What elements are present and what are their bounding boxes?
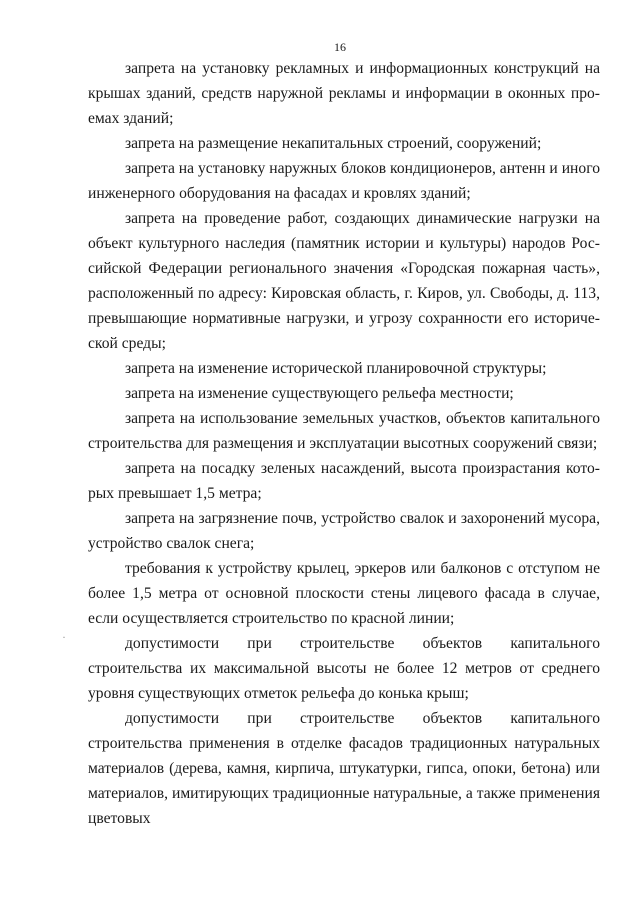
paragraph-planning-structure-ban: запрета на изменение исторической планировочной структуры; (125, 360, 547, 377)
paragraph-advertising-ban: запрета на установку рекламных и информационных конструкций на крышах зданий, средств наружной рекламы и информации в оконных проемах зданий; (88, 60, 600, 127)
paragraph-max-height: допустимости при строительстве объектов капитального строительства их максимальной высоты не более 12 метров от среднего уровня существующих отметок рельефа до конька крыш; (88, 635, 600, 702)
paragraph-facade-materials: допустимости при строительстве объектов капитального строительства применения в отделке фасадов традиционных натуральных материалов (дерева, камня, кирпича, штукатурки, гипса, опоки, бетона) или материалов, имитирующих традиционные натуральные, а также применения цветовых (88, 710, 600, 827)
paragraph-communication-towers-ban: запрета на использование земельных участков, объектов капитального строительства для размещения и эксплуатации высотных сооружений связи; (88, 410, 600, 452)
paragraph-tree-planting-ban: запрета на посадку зеленых насаждений, высота произрастания которых превышает 1,5 метра; (88, 460, 600, 502)
paragraph-external-units-ban: запрета на установку наружных блоков кондиционеров, антенн и иного инженерного оборудования на фасадах и кровлях зданий; (88, 160, 600, 202)
paragraph-dynamic-loads-ban: запрета на проведение работ, создающих динамические нагрузки на объект культурного наследия (памятник истории и культуры) народов Российской Федерации регионального значения «Городская пожарная часть», расположенный по адресу: Кировская область, г. Киров, ул. Свободы, д. 113, превышающие нормативные нагрузки, и угрозу сохранности его исторической среды; (88, 210, 600, 352)
paragraph-temporary-structures-ban: запрета на размещение некапитальных строений, сооружений; (125, 135, 542, 152)
paragraph-soil-pollution-ban: запрета на загрязнение почв, устройство свалок и захоронений мусора, устройство свалок снега; (88, 510, 600, 552)
margin-mark: · (62, 630, 66, 644)
document-body (88, 56, 600, 831)
paragraph-porch-requirements: требования к устройству крылец, эркеров или балконов с отступом не более 1,5 метра от основной плоскости стены лицевого фасада в случае, если осуществляется строительство по красной линии; (88, 560, 600, 627)
paragraph-relief-change-ban: запрета на изменение существующего рельефа местности; (125, 385, 514, 402)
page-number: 16 (334, 40, 346, 54)
